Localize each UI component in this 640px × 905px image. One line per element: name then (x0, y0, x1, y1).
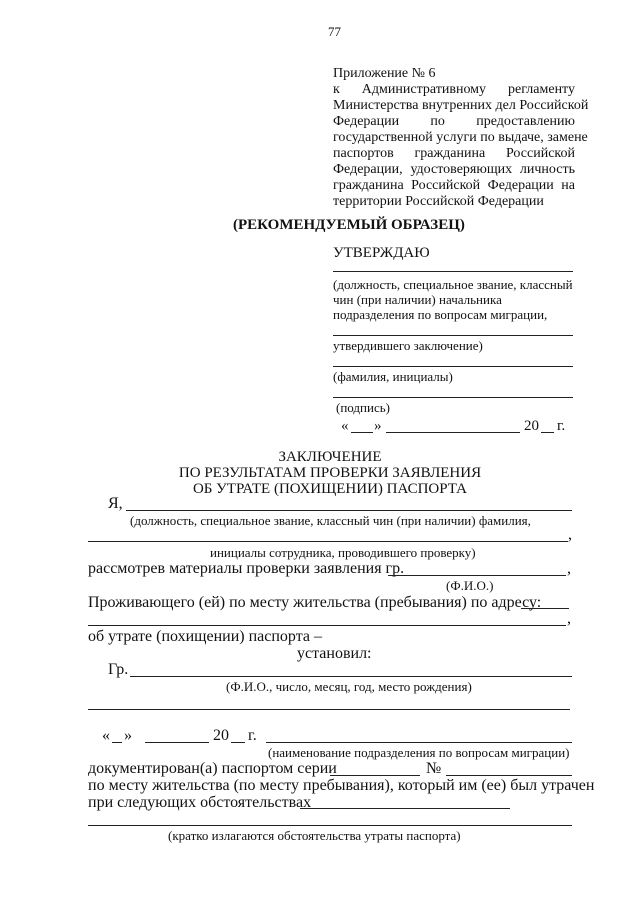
heading-line: ОБ УТРАТЕ (ПОХИЩЕНИИ) ПАСПОРТА (192, 481, 468, 497)
appendix-title: Приложение № 6 (333, 66, 436, 81)
appendix-line: паспортов гражданина Российской (333, 146, 575, 161)
i-label: Я, (108, 495, 123, 512)
date-year-line (541, 432, 554, 433)
appendix-line: территории Российской Федерации (333, 194, 544, 209)
position-note: чин (при наличии) начальника (333, 292, 502, 307)
officer-note-2: инициалы сотрудника, проводившего проверку) (210, 545, 476, 560)
applicant-line (388, 575, 566, 576)
comma: , (568, 526, 572, 543)
heading-line: ЗАКЛЮЧЕНИЕ (278, 449, 382, 465)
name-note: (фамилия, инициалы) (333, 369, 453, 384)
issue-day-line (112, 742, 122, 743)
reviewed-text: рассмотрев материалы проверки заявления гр. (88, 560, 405, 577)
series-line (330, 775, 420, 776)
heading-line: ПО РЕЗУЛЬТАТАМ ПРОВЕРКИ ЗАЯВЛЕНИЯ (178, 465, 482, 481)
residing-text: Проживающего (ей) по месту жительства (пребывания) по адресу: (88, 594, 542, 611)
citizen-line-2 (88, 709, 570, 710)
position-note: утвердившего заключение) (333, 338, 483, 353)
officer-note: (должность, специальное звание, классный чин (при наличии) фамилия, (130, 513, 531, 528)
date-quote-open: « (341, 418, 349, 434)
date-quote-close: » (374, 418, 382, 434)
citizen-label: Гр. (108, 661, 129, 678)
officer-line-2 (88, 541, 568, 542)
citizen-line (130, 676, 572, 677)
signature-line (333, 397, 573, 398)
signature-note: (подпись) (336, 400, 390, 415)
comma: , (567, 560, 571, 577)
documented-text: документирован(а) паспортом серии (88, 760, 337, 777)
address-line-2 (88, 625, 566, 626)
circumstances-line (300, 808, 510, 809)
date-day-line (351, 432, 373, 433)
address-line (521, 608, 569, 609)
appendix-line: гражданина Российской Федерации на (333, 178, 575, 193)
date-quote-open: « (102, 727, 110, 744)
date-year-prefix: 20 (524, 418, 539, 434)
unit-line (266, 742, 572, 743)
circumstances-text: при следующих обстоятельствах (88, 794, 312, 811)
date-year-prefix: 20 (213, 727, 229, 744)
approve-title: УТВЕРЖДАЮ (333, 245, 430, 261)
position-line-2 (333, 335, 573, 336)
appendix-line: государственной услуги по выдаче, замене (333, 130, 588, 145)
appendix-line: к Административному регламенту (333, 82, 575, 97)
appendix-line: Федерации, удостоверяющих личность (333, 162, 575, 177)
position-note: (должность, специальное звание, классный (333, 277, 573, 292)
date-month-line (386, 432, 520, 433)
comma: , (567, 610, 571, 627)
name-line (333, 366, 573, 367)
issue-month-line (145, 742, 209, 743)
unit-note: (наименование подразделения по вопросам миграции) (268, 745, 570, 760)
sample-label: (РЕКОМЕНДУЕМЫЙ ОБРАЗЕЦ) (233, 217, 465, 233)
appendix-line: Федерации по предоставлению (333, 114, 575, 129)
date-year-suffix: г. (557, 418, 566, 434)
officer-line (126, 510, 572, 511)
date-year-suffix: г. (248, 727, 257, 744)
position-note: подразделения по вопросам миграции, (333, 307, 548, 322)
about-loss-text: об утрате (похищении) паспорта – (88, 628, 323, 645)
page-number: 77 (328, 24, 341, 39)
number-sign: № (426, 760, 442, 777)
circumstances-line-2 (88, 825, 572, 826)
fio-note: (Ф.И.О.) (446, 578, 494, 593)
position-line (333, 271, 573, 272)
appendix-line: Министерства внутренних дел Российской (333, 98, 589, 113)
established-text: установил: (297, 645, 372, 662)
issue-year-line (231, 742, 245, 743)
circumstances-note: (кратко излагаются обстоятельства утраты паспорта) (168, 828, 461, 843)
citizen-note: (Ф.И.О., число, месяц, год, место рождения) (226, 679, 472, 694)
date-quote-close: » (124, 727, 132, 744)
residence-lost-text: по месту жительства (по месту пребывания), который им (ее) был утрачен (88, 777, 595, 794)
number-line (446, 775, 572, 776)
